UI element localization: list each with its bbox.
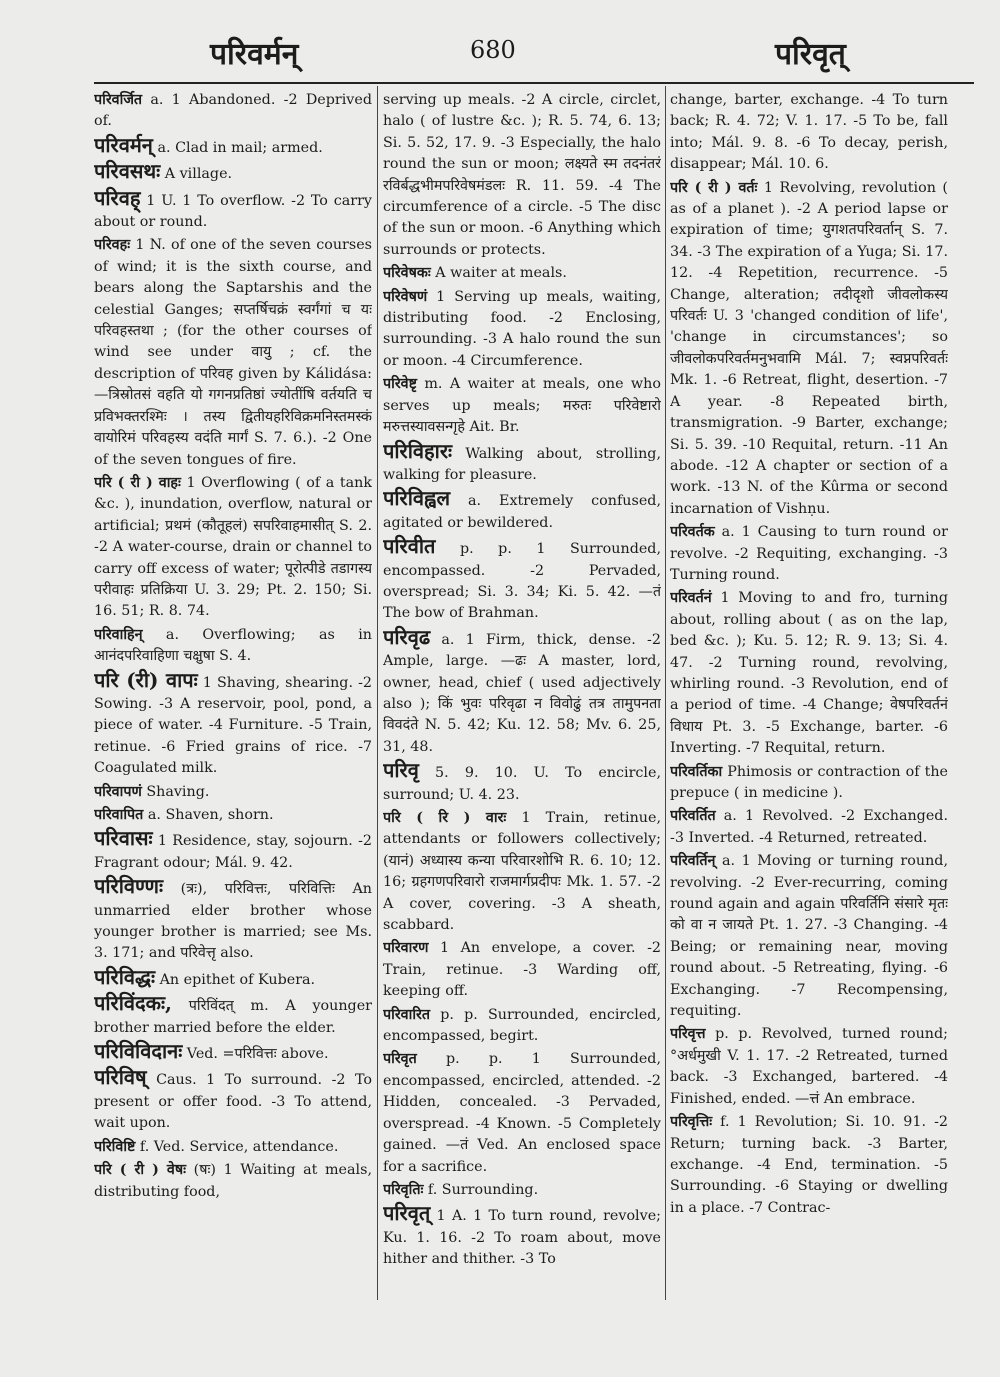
- entry-headword: परिवर्तनं: [670, 590, 712, 607]
- entry-definition: f. Surrounding.: [423, 1181, 539, 1198]
- entry-headword: परि ( रि ) वारः: [383, 810, 507, 826]
- dictionary-entry: [383, 1005, 661, 1048]
- entry-definition: a. 1 Moving or turning round, revolving. -2 Ever-recurring, coming round again and again परिवर्तिनि संसारे मृतः को वा न जायते Pt. 1. 27. -3 Changing. -4 Being; or remaining near, moving round about. -5 Retreating, flying. -6 Exchanging. -7 Recompensing, requiting.: [670, 853, 948, 1020]
- dictionary-entry: [94, 1067, 372, 1134]
- entry-headword: परिविष्: [94, 1065, 147, 1090]
- entry-definition: 1 Moving to and fro, turning about, rolling about ( as on the lap, bed &c. ); Ku. 5. 12; R. 9. 13; Si. 4. 47. -2 Turning round, revolving, whirling round. -3 Revolution, end of a period of time. -4 Change; वेषपरिवर्तनं विधाय Pt. 3. -5 Exchange, barter. -6 Inverting. -7 Requital, return.: [670, 590, 948, 757]
- entry-headword: परि ( री ) वर्तः: [670, 179, 758, 196]
- entry-headword: परिवर्तित: [670, 808, 716, 825]
- entry-headword: परिवृत्तिः: [670, 1114, 713, 1131]
- page-number: 680: [470, 36, 516, 64]
- dictionary-entry: [94, 782, 372, 803]
- entry-definition: 1 Revolving, revolution ( as of a planet ). -2 A period lapse or expiration of time; युगशतपरिवर्तान् S. 7. 34. -3 The expiration of a Yuga; Si. 17. 12. -4 Repetition, recurrence. -5 Change, alteration; तदीदृशो जीवलोकस्य परिवर्तः U. 3 'changed condition of life', 'change in circumstances'; so जीवलोकपरिवर्तमनुभवामि Mál. 7; स्वप्नपरिवर्तः Mk. 1. -6 Retreat, flight, desertion. -7 A year. -8 Repeated birth, transmigration. -9 Barter, exchange; Si. 5. 39. -10 Requital, return. -11 An abode. -12 A chapter or section of a work. -13 N. of the Kûrma or second incarnation of Vishṇu.: [670, 179, 948, 517]
- page-header: [0, 18, 1000, 78]
- entry-headword: परिवेषणं: [383, 288, 428, 305]
- column-divider: [665, 86, 666, 1300]
- entry-definition: a. Clad in mail; armed.: [152, 139, 323, 156]
- dictionary-entry: [94, 625, 372, 668]
- dictionary-entry: [94, 1137, 372, 1158]
- entry-definition: 1 Serving up meals, waiting, distributing food. -2 Enclosing, surrounding. -3 A halo round the sun or moon. -4 Circumference.: [383, 288, 661, 369]
- entry-headword: परिवृत: [383, 1051, 417, 1068]
- entry-headword: परि ( री ) वाहः: [94, 474, 181, 491]
- entry-definition: परिविंदत् m. A younger brother married before the elder.: [94, 998, 372, 1036]
- dictionary-entry: [383, 1049, 661, 1177]
- entry-definition: 1 Shaving, shearing. -2 Sowing. -3 A reservoir, pool, pond, a piece of water. -4 Furniture. -5 Train, retinue. -6 Fried grains of rice. -7 Coagulated milk.: [94, 674, 372, 777]
- dictionary-entry: [670, 588, 948, 759]
- entry-headword: परिवीत: [383, 534, 436, 559]
- dictionary-entry: [94, 667, 372, 780]
- entry-definition: An epithet of Kubera.: [155, 971, 316, 988]
- dictionary-entry: [670, 178, 948, 521]
- entry-definition: a. 1 Revolved. -2 Exchanged. -3 Inverted. -4 Returned, retreated.: [670, 808, 948, 846]
- entry-definition: p. p. 1 Surrounded, encompassed. -2 Pervaded, overspread; Si. 3. 34; Ki. 5. 42. —तं The bow of Brahman.: [383, 541, 661, 622]
- entry-headword: परिवेषकः: [383, 265, 431, 282]
- dictionary-entry: [383, 938, 661, 1002]
- dictionary-entry: [94, 161, 372, 185]
- dictionary-entry: [94, 1041, 372, 1065]
- entry-definition: p. p. Surrounded, encircled, encompassed, begirt.: [383, 1006, 661, 1045]
- entry-headword: परिविष्टि: [94, 1138, 136, 1155]
- entry-headword: परि (री) वापः: [94, 667, 198, 692]
- dictionary-entry: [94, 828, 372, 874]
- column-2: [383, 90, 661, 1300]
- dictionary-entry: [383, 624, 661, 758]
- entry-definition: f. 1 Revolution; Si. 10. 91. -2 Return; turning back. -3 Barter, exchange. -4 End, termination. -5 Surrounding. -6 Staying or dwelling in a place. -7 Contrac-: [670, 1114, 948, 1216]
- entry-definition: 1 Residence, stay, sojourn. -2 Fragrant odour; Mál. 9. 42.: [94, 833, 372, 871]
- entry-headword: परिवारित: [383, 1006, 431, 1023]
- dictionary-entry: [94, 805, 372, 826]
- entry-headword: परिविहारः: [383, 438, 453, 463]
- dictionary-entry: [94, 185, 372, 234]
- dictionary-entry: [94, 964, 372, 991]
- entry-definition: a. 1 Abandoned. -2 Deprived of.: [94, 92, 372, 130]
- entry-definition: p. p. 1 Surrounded, encompassed, encircled, attended. -2 Hidden, concealed. -3 Pervaded, overspread. -4 Known. -5 Completely gained. —तं Ved. An enclosed space for a sacrifice.: [383, 1051, 661, 1175]
- dictionary-entry: [94, 235, 372, 470]
- entry-definition: change, barter, exchange. -4 To turn back; R. 4. 72; V. 1. 17. -5 To be, fall into; Mál. 9. 8. -6 To decay, perish, disappear; Mál. 10. 6.: [670, 92, 948, 173]
- entry-definition: Walking about, strolling, walking for pleasure.: [383, 445, 661, 483]
- entry-headword: परिवर्जित: [94, 92, 143, 108]
- entry-definition: 1 N. of one of the seven courses of wind; it is the sixth course, and bears along the Saptarshis and the celestial Ganges; सप्तर्षिचक्रं स्वर्गंगां च यः परिवहस्तथा ; (for the other courses of wind see under वायु ; cf. the description of परिवह given by Kálidása:—त्रिस्रोतसं वहति यो गगनप्रतिष्ठां ज्योतींषि वर्तयति च प्रविभक्तरश्मिः । तस्य द्वितीयहरिविक्रमनिस्तमस्कं वायोरिमं परिवहस्य वदंति मार्गं S. 7. 6.). -2 One of the seven tongues of fire.: [94, 237, 372, 468]
- dictionary-entry: [670, 522, 948, 586]
- dictionary-entry: [383, 374, 661, 438]
- column-divider: [377, 86, 378, 1300]
- dictionary-entry: [94, 1160, 372, 1203]
- left-running-headword: परिवर्मन्: [210, 37, 299, 72]
- entry-headword: परिवृढ: [383, 624, 431, 649]
- entry-definition: serving up meals. -2 A circle, circlet, halo ( of lustre &c. ); R. 5. 74, 6. 13; Si. 5. 52, 17. 9. -3 Especially, the halo round the sun or moon; लक्ष्यते स्म तदनंतरं रविर्बद्धभीमपरिवेषमंडलः R. 11. 59. -4 The circumference of a circle. -5 The disc of the sun or moon. -6 Anything which surrounds or protects.: [383, 92, 661, 258]
- dictionary-entry: [383, 488, 661, 534]
- dictionary-entry: [94, 993, 372, 1039]
- dictionary-entry: [670, 1024, 948, 1110]
- dictionary-entry: [383, 808, 661, 936]
- entry-definition: a. Shaven, shorn.: [143, 807, 274, 823]
- entry-definition: Phimosis or contraction of the prepuce ( in medicine ).: [670, 763, 948, 801]
- dictionary-entry: [383, 760, 661, 806]
- entry-headword: परिवृतिः: [383, 1181, 424, 1198]
- entry-headword: परि ( री ) वेषः: [94, 1162, 187, 1179]
- entry-definition: 1 Train, retinue, attendants or followers collectively; (यानं) अध्यास्य कन्या परिवारशोभि R. 6. 10; 12. 16; ग्रहगणपरिवारो राजमार्गप्रदीपः Mk. 1. 57. -2 A cover, covering. -3 A sheath, scabbard.: [383, 810, 661, 934]
- entry-headword: परिवह्: [94, 185, 141, 210]
- dictionary-entry: [383, 1203, 661, 1270]
- right-running-headword: परिवृत्: [775, 37, 846, 72]
- entry-definition: (षः) 1 Waiting at meals, distributing food,: [94, 1162, 372, 1200]
- entry-definition: a. 1 Causing to turn round or revolve. -2 Requiting, exchanging. -3 Turning round.: [670, 524, 948, 583]
- entry-definition: 1 U. 1 To overflow. -2 To carry about or round.: [94, 192, 372, 231]
- column-3: [670, 90, 948, 1300]
- entry-headword: परिविह्वल: [383, 486, 451, 511]
- entry-headword: परिवहः: [94, 237, 131, 254]
- dictionary-entry: [383, 438, 661, 487]
- entry-definition: 1 An envelope, a cover. -2 Train, retinue. -3 Warding off, keeping off.: [383, 940, 661, 1000]
- dictionary-entry: [94, 473, 372, 623]
- entry-headword: परिवृत्: [383, 1201, 431, 1226]
- entry-headword: परिवारण: [383, 940, 429, 957]
- entry-headword: परिविद्धः: [94, 964, 156, 989]
- entry-headword: परिवर्तिका: [670, 763, 723, 780]
- entry-headword: परिवर्तिन्: [670, 853, 716, 870]
- entry-definition: (त्रः), परिवित्तः, परिवित्तिः An unmarried elder brother whose younger brother is married; see Ms. 3. 171; and परिवेत्तृ also.: [94, 881, 372, 962]
- entry-definition: A waiter at meals.: [430, 265, 567, 282]
- entry-definition: a. 1 Firm, thick, dense. -2 Ample, large. —ढः A master, lord, owner, head, chief ( used adjectively also ); किं भुवः परिवृढा न विवोढुं तत्र तामुपनता विवदंते N. 5. 42; Ku. 12. 58; Mv. 6. 25, 31, 48.: [383, 631, 661, 755]
- entry-headword: परिवसथः: [94, 159, 161, 184]
- entry-definition: Ved. =परिवित्तः above.: [182, 1046, 329, 1063]
- dictionary-entry: [94, 876, 372, 965]
- dictionary-entry: [383, 90, 661, 261]
- entry-headword: परिविविदानः: [94, 1039, 183, 1064]
- entry-definition: p. p. Revolved, turned round; °अर्धमुखी V. 1. 17. -2 Retreated, turned back. -3 Exchanged, bartered. -4 Finished, ended. —त्तं An embrace.: [670, 1026, 948, 1107]
- dictionary-entry: [670, 851, 948, 1022]
- entry-definition: a. Overflowing; as in आनंदपरिवाहिणा चक्षुषा S. 4.: [94, 626, 372, 665]
- dictionary-entry: [383, 536, 661, 625]
- dictionary-entry: [94, 90, 372, 133]
- entry-definition: A village.: [160, 166, 233, 183]
- dictionary-entry: [94, 132, 372, 159]
- entry-headword: परिविंदकः,: [94, 991, 173, 1016]
- dictionary-entry: [670, 806, 948, 849]
- entry-headword: परिवाहिन्: [94, 626, 143, 643]
- entry-definition: 5. 9. 10. U. To encircle, surround; U. 4. 23.: [383, 765, 661, 803]
- entry-headword: परिवेष्टृ: [383, 376, 417, 393]
- dictionary-entry: [670, 90, 948, 176]
- header-rule: [94, 82, 974, 84]
- dictionary-entry: [383, 287, 661, 373]
- entry-headword: परिवर्मन्: [94, 132, 153, 157]
- entry-definition: f. Ved. Service, attendance.: [135, 1138, 339, 1155]
- entry-headword: परिवापित: [94, 807, 144, 823]
- entry-headword: परिवृ: [383, 758, 419, 783]
- entry-headword: परिवृत्त: [670, 1026, 706, 1043]
- dictionary-entry: [383, 1180, 661, 1201]
- entry-headword: परिवापणं: [94, 783, 142, 800]
- entry-headword: परिवर्तक: [670, 524, 715, 541]
- entry-definition: 1 Overflowing ( of a tank &c. ), inundation, overflow, natural or artificial; प्रथमं (कौतूहलं) सपरिवाहमासीत् S. 2. -2 A water-course, drain or channel to carry off excess of water; पूरोत्पीडे तडागस्य परीवाहः प्रतिक्रिया U. 3. 29; Pt. 2. 150; Si. 16. 51; R. 8. 74.: [94, 474, 372, 620]
- entry-definition: 1 A. 1 To turn round, revolve; Ku. 1. 16. -2 To roam about, move hither and thither. -3 To: [383, 1208, 661, 1268]
- entry-definition: m. A waiter at meals, one who serves up meals; मरुतः परिवेष्टारो मरुत्तस्यावसन्गृहे Ait. Br.: [383, 376, 661, 436]
- entry-definition: Shaving.: [141, 783, 210, 800]
- entry-definition: a. Extremely confused, agitated or bewildered.: [383, 493, 661, 531]
- entry-definition: Caus. 1 To surround. -2 To present or offer food. -3 To attend, wait upon.: [94, 1072, 372, 1132]
- entry-headword: परिविण्णः: [94, 874, 164, 899]
- dictionary-entry: [383, 263, 661, 284]
- column-1: [94, 90, 372, 1300]
- entry-headword: परिवासः: [94, 826, 153, 851]
- dictionary-entry: [670, 1112, 948, 1219]
- dictionary-entry: [670, 762, 948, 805]
